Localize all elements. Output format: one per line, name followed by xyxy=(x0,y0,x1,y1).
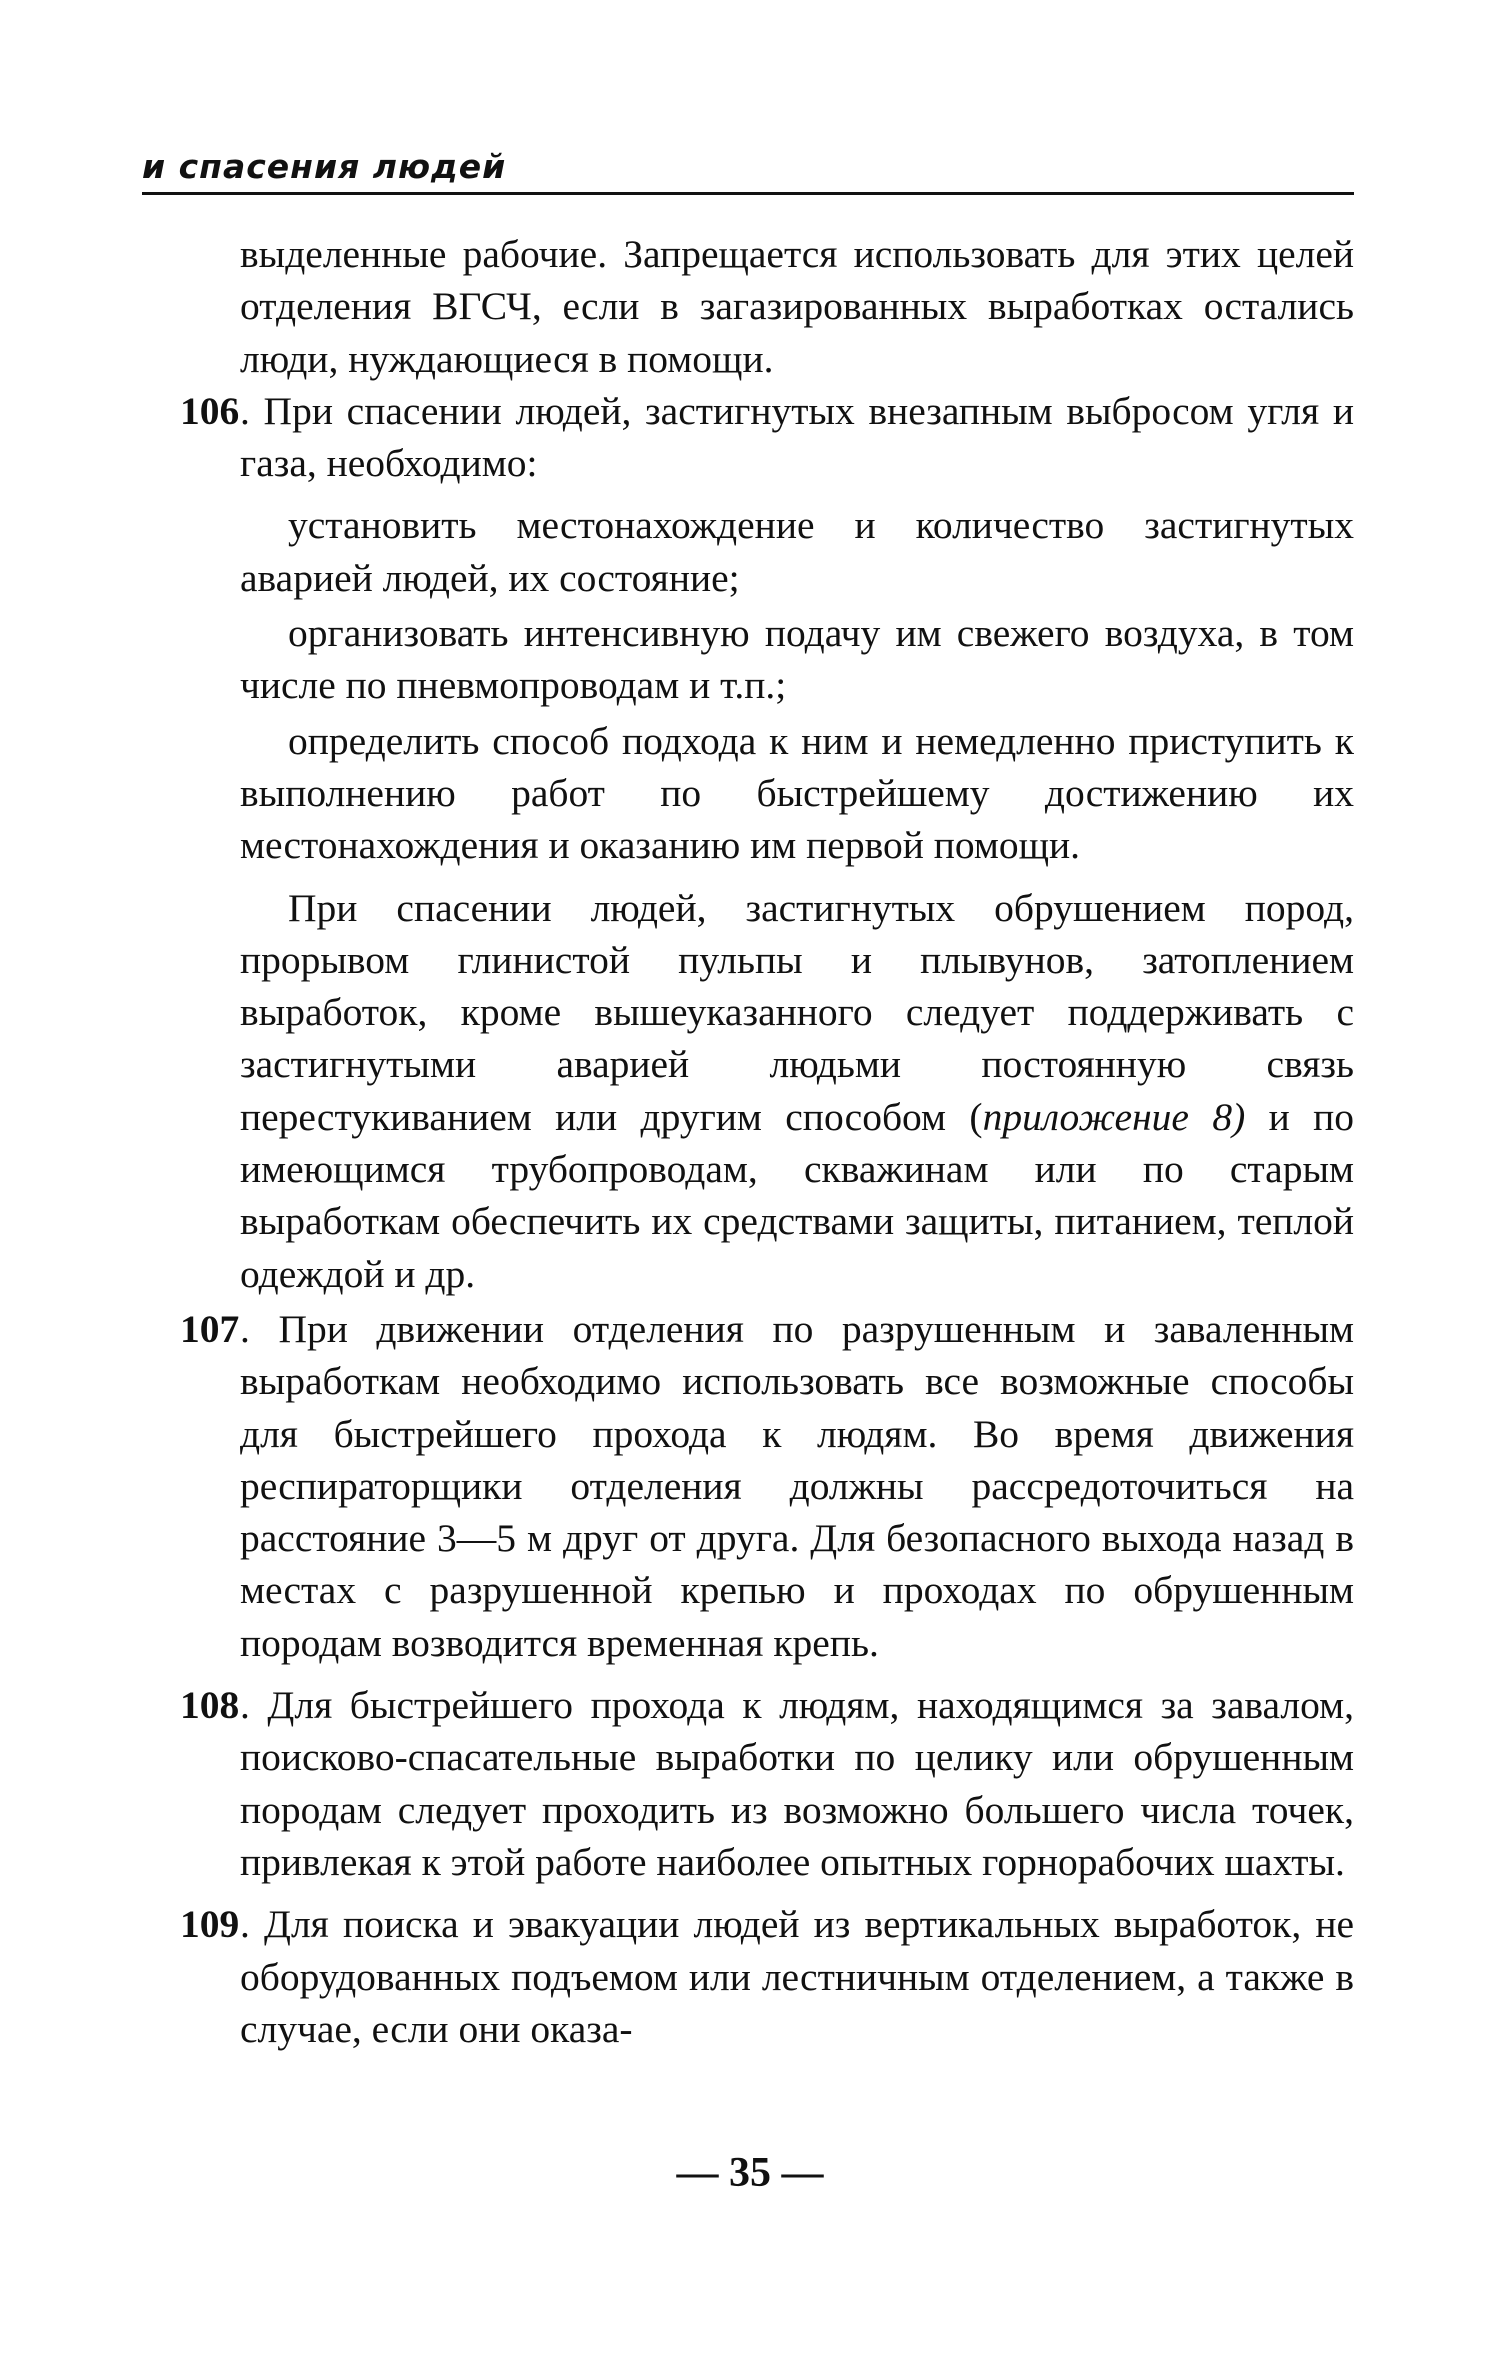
page-number: — 35 — xyxy=(676,2150,824,2196)
paragraph-106 xyxy=(180,385,1354,490)
paragraph-106-continuation-b: и по имеющимся трубопроводам, скважинам или по старым выработкам обеспечить их средствами защиты, питанием, теплой одеждой и др. xyxy=(240,1094,1355,1296)
paragraph-106-continuation xyxy=(240,882,1354,1300)
paragraph-108 xyxy=(180,1679,1354,1888)
paragraph-109 xyxy=(180,1898,1354,2055)
paragraph-number-107: 107 xyxy=(180,1306,240,1351)
page-body xyxy=(180,228,1355,2055)
paragraph-106-text: . При спасении людей, застигнутых внезапным выбросом угля и газа, необходимо: xyxy=(240,388,1354,486)
paragraph-109-text: . Для поиска и эвакуации людей из вертикальных выработок, не оборудованных подъемом или лестничным отделением, а также в случае, если они оказа- xyxy=(240,1902,1354,2051)
paragraph-106-item-2: организовать интенсивную подачу им свежего воздуха, в том числе по пневмопроводам и т.п.; xyxy=(240,611,1354,708)
running-title: и спасения людей xyxy=(142,147,507,186)
header-rule xyxy=(142,192,1354,195)
paragraph-107 xyxy=(180,1303,1354,1669)
paragraph-number-108: 108 xyxy=(180,1683,240,1728)
paragraph-number-106: 106 xyxy=(180,388,240,433)
paragraph-number-109: 109 xyxy=(180,1902,240,1947)
paragraph-continuation: выделенные рабочие. Запрещается использовать для этих целей отделения ВГСЧ, если в загазированных выработках остались люди, нуждающиеся в помощи. xyxy=(240,232,1354,381)
paragraph-108-text: . Для быстрейшего прохода к людям, находящимся за завалом, поисково-спасательные выработки по целику или обрушенным породам следует проходить из возможно большего числа точек, привлекая к этой работе наиболее опытных горнорабочих шахты. xyxy=(240,1683,1354,1884)
paragraph-106-item-3: определить способ подхода к ним и немедленно приступить к выполнению работ по быстрейшему достижению их местонахождения и оказанию им первой помощи. xyxy=(240,718,1354,868)
paragraph-106-item-1: установить местонахождение и количество застигнутых аварией людей, их состояние; xyxy=(240,503,1354,600)
paragraph-106-continuation-a: При спасении людей, застигнутых обрушением пород, прорывом глинистой пульпы и плывунов, затоплением выработок, кроме вышеуказанного следует поддерживать с застигнутыми аварией людьми постоянную связь перестукиванием или другим способом ( xyxy=(240,885,1354,1139)
paragraph-107-text: . При движении отделения по разрушенным и заваленным выработкам необходимо использовать все возможные способы для быстрейшего прохода к людям. Во время движения респираторщики отделения должны рассредоточиться на расстояние 3—5 м друг от друга. Для безопасного выхода назад в местах с разрушенной крепью и проходах по обрушенным породам возводится временная крепь. xyxy=(240,1306,1354,1665)
appendix-reference: приложение 8) xyxy=(982,1094,1246,1139)
